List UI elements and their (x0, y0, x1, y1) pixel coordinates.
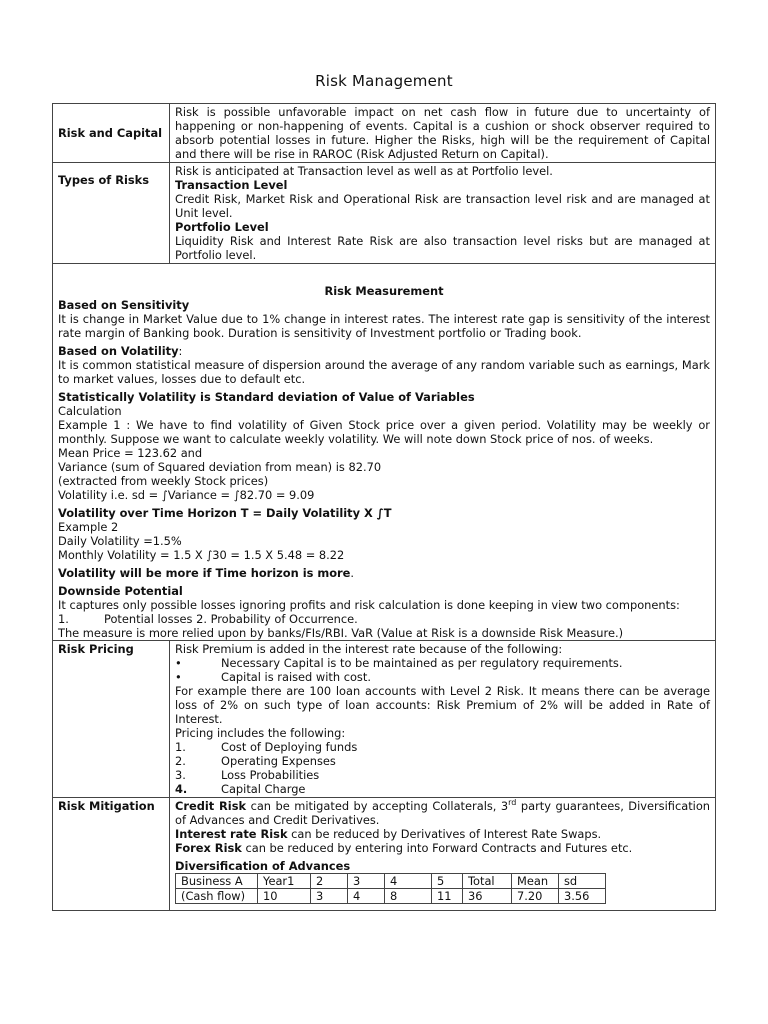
table-cell: 4 (385, 874, 432, 889)
table-cell: 3 (311, 889, 348, 904)
calculation-label: Calculation (58, 404, 122, 418)
time-horizon-heading: Volatility over Time Horizon T = Daily Volatility X ∫T (58, 506, 392, 520)
pricing-bullet: • Necessary Capital is to be maintained as per regulatory requirements. (175, 656, 623, 670)
pricing-cell (170, 641, 716, 798)
risk-capital-text: Risk is possible unfavorable impact on net cash flow in future due to uncertainty of happening or non-happening of events. Capital is a cushion or shock observer required to absorb potential losses in future. Higher the Risks, high will be the requirement of Capital and there will be rise in RAROC (Risk Adjusted Return on Capital). (170, 104, 716, 163)
pricing-includes: Pricing includes the following: (175, 726, 346, 740)
table-cell: 5 (432, 874, 463, 889)
row-label-mitigation: Risk Mitigation (53, 798, 170, 911)
types-cell (170, 163, 716, 264)
volatility-text: It is common statistical measure of dispersion around the average of any random variable such as earnings, Mark to market values, losses due to default etc. (58, 358, 710, 386)
statistical-heading: Statistically Volatility is Standard deviation of Value of Variables (58, 390, 475, 404)
monthly-volatility: Monthly Volatility = 1.5 X ∫30 = 1.5 X 5.48 = 8.22 (58, 548, 345, 562)
pricing-example: For example there are 100 loan accounts with Level 2 Risk. It means there can be average loss of 2% on such type of loan accounts: Risk Premium of 2% will be added in Rate of Interest. (175, 684, 710, 726)
pricing-item: 4. Capital Charge (175, 782, 306, 796)
table-cell: 11 (432, 889, 463, 904)
diversification-heading: Diversification of Advances (175, 859, 351, 873)
measurement-heading: Risk Measurement (324, 284, 444, 298)
row-risk-capital (53, 104, 716, 163)
volatility-sd: Volatility i.e. sd = ∫Variance = ∫82.70 = 9.09 (58, 488, 315, 502)
extracted-note: (extracted from weekly Stock prices) (58, 474, 269, 488)
portfolio-level-heading: Portfolio Level (175, 220, 269, 234)
table-row (176, 889, 606, 904)
diversification-table (175, 873, 606, 904)
volatility-more-line: Volatility will be more if Time horizon is more. (58, 566, 355, 580)
downside-text: It captures only possible losses ignoring profits and risk calculation is done keeping in view two components: (58, 598, 680, 612)
volatility-more-bold: Volatility will be more if Time horizon is more (58, 566, 351, 580)
table-cell: 4 (348, 889, 385, 904)
volatility-heading-line: Based on Volatility: (58, 344, 183, 358)
mean-price: Mean Price = 123.62 and (58, 446, 203, 460)
sensitivity-heading: Based on Sensitivity (58, 298, 190, 312)
forex-risk-text: Forex Risk can be reduced by entering into Forward Contracts and Futures etc. (175, 841, 633, 855)
row-risk-mitigation (53, 798, 716, 911)
transaction-level-heading: Transaction Level (175, 178, 288, 192)
example1-text: Example 1 : We have to find volatility of Given Stock price over a given period. Volatility may be weekly or monthly. Suppose we want to calculate weekly volatility. We will note down Stock price of nos. of weeks. (58, 418, 710, 446)
pricing-bullet: • Capital is raised with cost. (175, 670, 371, 684)
risk-table (52, 103, 716, 911)
table-cell: Year1 (258, 874, 311, 889)
table-cell: 3.56 (559, 889, 606, 904)
table-cell: 10 (258, 889, 311, 904)
table-cell: 36 (463, 889, 512, 904)
row-measurement (53, 264, 716, 641)
portfolio-level-text: Liquidity Risk and Interest Rate Risk are also transaction level risks but are managed at Portfolio level. (175, 234, 710, 262)
table-cell: 7.20 (512, 889, 559, 904)
pricing-item: 2. Operating Expenses (175, 754, 336, 768)
pricing-item: 3. Loss Probabilities (175, 768, 320, 782)
downside-components: 1. Potential losses 2. Probability of Occurrence. (58, 612, 358, 626)
sensitivity-text: It is change in Market Value due to 1% change in interest rates. The interest rate gap is sensitivity of the interest rate margin of Banking book. Duration is sensitivity of Investment portfolio or Trading book. (58, 312, 710, 340)
row-label-pricing: Risk Pricing (53, 641, 170, 798)
types-intro: Risk is anticipated at Transaction level as well as at Portfolio level. (175, 164, 553, 178)
downside-last: The measure is more relied upon by banks/FIs/RBI. VaR (Value at Risk is a downside Risk Measure.) (58, 626, 624, 640)
row-risk-pricing (53, 641, 716, 798)
downside-heading: Downside Potential (58, 584, 183, 598)
row-label-types: Types of Risks (53, 163, 170, 264)
interest-rate-risk-text: Interest rate Risk can be reduced by Derivatives of Interest Rate Swaps. (175, 827, 602, 841)
table-cell: sd (559, 874, 606, 889)
table-header-row (176, 874, 606, 889)
daily-volatility: Daily Volatility =1.5% (58, 534, 182, 548)
table-cell: (Cash flow) (176, 889, 258, 904)
table-cell: Business A (176, 874, 258, 889)
row-label-risk-capital: Risk and Capital (53, 104, 170, 163)
mitigation-cell (170, 798, 716, 911)
credit-risk-text: Credit Risk can be mitigated by accepting Collaterals, 3rd party guarantees, Diversification of Advances and Credit Derivatives. (175, 798, 711, 827)
table-cell: 2 (311, 874, 348, 889)
table-cell: Mean (512, 874, 559, 889)
pricing-item: 1. Cost of Deploying funds (175, 740, 358, 754)
volatility-heading: Based on Volatility (58, 344, 179, 358)
page-title: Risk Management (315, 72, 453, 90)
example2-label: Example 2 (58, 520, 119, 534)
measurement-cell (53, 264, 716, 641)
table-cell: 8 (385, 889, 432, 904)
table-cell: 3 (348, 874, 385, 889)
transaction-level-text: Credit Risk, Market Risk and Operational Risk are transaction level risk and are managed at Unit level. (175, 192, 710, 220)
variance-line: Variance (sum of Squared deviation from mean) is 82.70 (58, 460, 382, 474)
pricing-intro: Risk Premium is added in the interest rate because of the following: (175, 642, 563, 656)
table-cell: Total (463, 874, 512, 889)
row-types-of-risks (53, 163, 716, 264)
